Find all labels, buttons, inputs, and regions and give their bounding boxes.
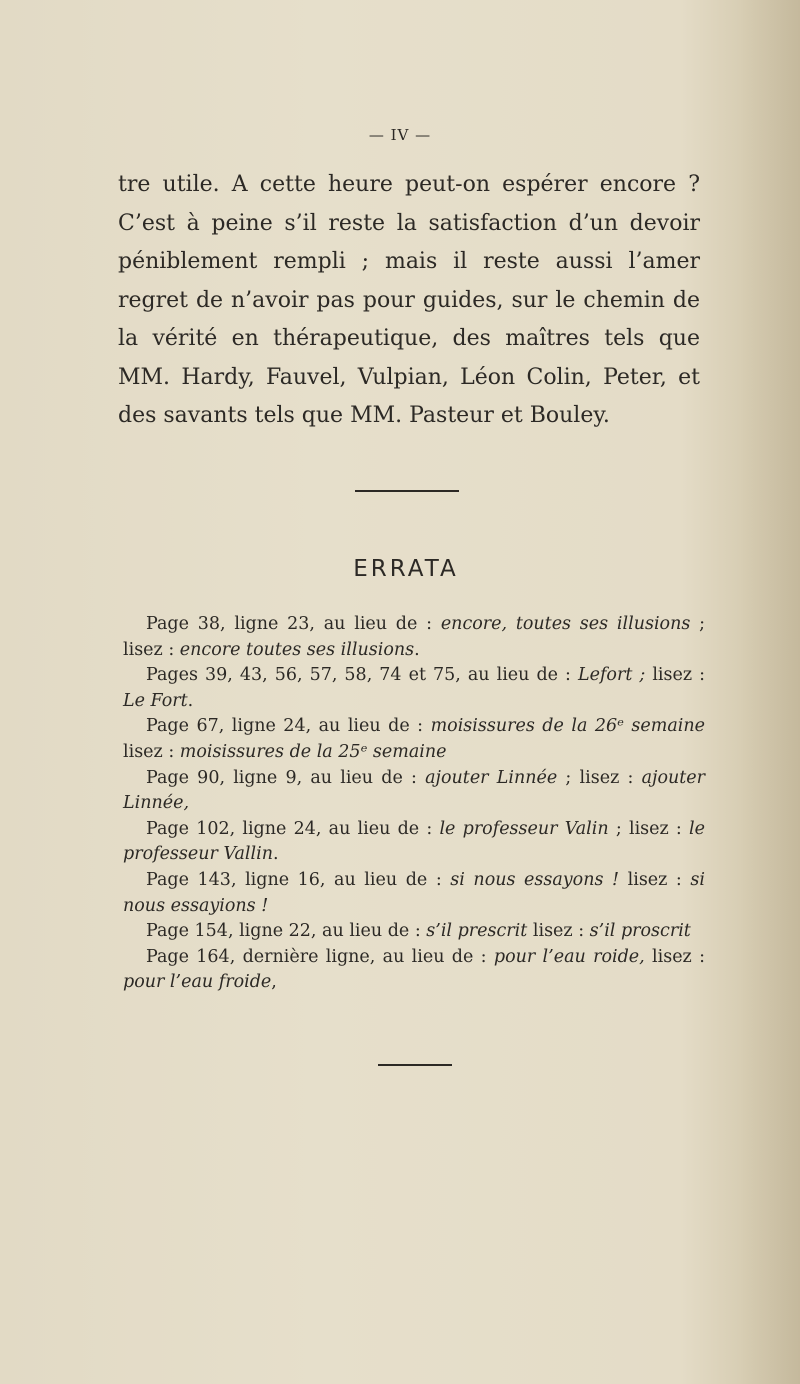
errata-entry-location: Page 164, dernière ligne, au lieu de : <box>146 946 494 967</box>
errata-entry-end: . <box>414 639 420 660</box>
errata-entry-wrong-text: si nous essayons ! <box>450 869 620 890</box>
body-paragraph-text: tre utile. A cette heure peut-on espérer encore ? C’est à peine s’il reste la satisfaction d’un devoir péniblement rempli ; mais il reste aussi l’amer regret de n’avoir pas pour guides, sur le chemin de la vérité en thérapeutique, des maîtres tels que MM. Hardy, Fauvel, Vulpian, Léon Colin, Peter, et des savants tels que MM. Pasteur et Bouley. <box>118 172 700 428</box>
errata-entry-end: . <box>187 690 194 711</box>
errata-entry-wrong-text: s’il prescrit <box>426 921 528 942</box>
errata-entry-location: Page 102, ligne 24, au lieu de : <box>146 818 440 839</box>
end-divider <box>378 1064 452 1066</box>
errata-entry <box>123 868 705 919</box>
errata-heading: ERRATA <box>353 556 459 582</box>
errata-entry-end: , <box>271 972 277 993</box>
errata-entry-correct-text: si nous essayions ! <box>123 869 705 916</box>
errata-entry-connector: lisez : <box>619 869 691 890</box>
errata-entry-connector: ; lisez : <box>557 767 642 788</box>
errata-entry-wrong-text: ajouter Linnée <box>425 767 558 788</box>
errata-entry <box>123 714 705 765</box>
errata-entry-location: Page 67, ligne 24, au lieu de : <box>146 716 431 737</box>
errata-entry-end: . <box>272 844 279 865</box>
errata-entry <box>123 817 705 868</box>
errata-entry-location: Pages 39, 43, 56, 57, 58, 74 et 75, au lieu de : <box>146 665 578 686</box>
errata-entry-wrong-text: encore, toutes ses illusions <box>440 614 691 634</box>
errata-entry-wrong-text: pour l’eau roide, <box>493 946 645 967</box>
errata-entry <box>123 612 705 663</box>
section-divider <box>355 490 459 492</box>
page-edge-shadow <box>740 0 800 1384</box>
errata-entry-location: Page 90, ligne 9, au lieu de : <box>146 767 426 788</box>
errata-entry-connector: ; lisez : <box>608 818 690 839</box>
errata-entry-connector: ; lisez : <box>123 614 705 660</box>
errata-entry <box>123 945 705 996</box>
errata-entry-correct-text: le professeur Vallin <box>123 818 705 865</box>
errata-entry-location: Page 38, ligne 23, au lieu de : <box>146 614 441 634</box>
errata-entry-wrong-text: moisissures de la 26ᵉ semaine <box>430 716 705 737</box>
errata-entry-correct-text: encore toutes ses illusions <box>179 639 415 660</box>
errata-entry-wrong-text: le professeur Valin <box>439 818 609 839</box>
errata-entry-correct-text: pour l’eau froide <box>123 972 272 993</box>
errata-entry-wrong-text: Lefort ; <box>577 665 646 686</box>
errata-entry-correct-text: moisissures de la 25ᵉ semaine <box>179 741 447 762</box>
errata-entry <box>123 766 705 817</box>
errata-entry-location: Page 154, ligne 22, au lieu de : <box>146 921 427 942</box>
errata-entry-connector: lisez : <box>644 946 705 967</box>
errata-entry-connector: lisez : <box>527 921 590 942</box>
errata-entry-correct-text: s’il proscrit <box>589 921 691 942</box>
page-number: — IV — <box>368 126 432 144</box>
errata-entry-connector: lisez : <box>645 665 706 686</box>
errata-list <box>123 612 705 996</box>
errata-entry-correct-text: Le Fort <box>123 690 188 711</box>
errata-entry-connector: lisez : <box>123 741 180 762</box>
body-paragraph <box>118 166 700 436</box>
errata-entry <box>123 663 705 714</box>
errata-entry <box>123 919 705 945</box>
errata-entry-location: Page 143, ligne 16, au lieu de : <box>146 869 451 890</box>
errata-entry-correct-text: ajouter Linnée, <box>123 767 706 814</box>
